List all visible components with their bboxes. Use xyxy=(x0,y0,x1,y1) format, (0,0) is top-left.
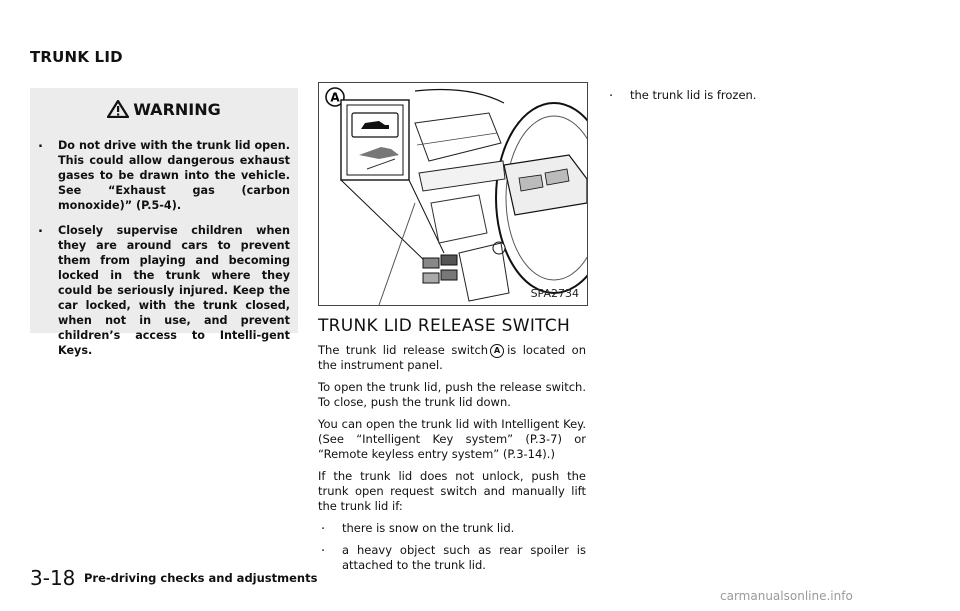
right-column xyxy=(606,88,874,110)
section-heading: TRUNK LID RELEASE SWITCH xyxy=(318,316,571,336)
warning-item: . Closely supervise children when they are around cars to prevent them from playing and becoming locked in the trunk where they could be seriously injured. Keep the car locked, with the trunk closed, when not in use, and prevent children’s access to Intelli-gent Keys. xyxy=(36,223,290,358)
paragraph: To open the trunk lid, push the release switch. To close, push the trunk lid down. xyxy=(318,380,586,409)
paragraph xyxy=(318,343,586,373)
figure-callout-label: A xyxy=(330,90,340,105)
list-item: . a heavy object such as rear spoiler is attached to the trunk lid. xyxy=(318,543,586,573)
warning-item: . Do not drive with the trunk lid open. This could allow dangerous exhaust gases to be drawn into the vehicle. See “Exhaust gas (carbon monoxide)” (P.5-4). xyxy=(36,138,290,213)
dashboard-line-drawing xyxy=(319,83,587,305)
condition-list xyxy=(318,521,586,573)
paragraph-text: The trunk lid release switch xyxy=(318,343,489,357)
dashboard-illustration xyxy=(318,82,588,306)
page-title: TRUNK LID xyxy=(30,48,123,66)
warning-heading xyxy=(30,100,298,119)
warning-heading-text: WARNING xyxy=(133,100,221,119)
section-body xyxy=(318,343,586,580)
watermark: carmanualsonline.info xyxy=(720,589,853,603)
paragraph: If the trunk lid does not unlock, push the trunk open request switch and manually lift the trunk lid if: xyxy=(318,469,586,513)
footer-section-name: Pre-driving checks and adjustments xyxy=(84,571,318,585)
callout-a-icon: A xyxy=(490,344,504,358)
warning-list xyxy=(36,138,290,368)
condition-list-continued xyxy=(606,88,874,103)
figure-code: SPA2734 xyxy=(530,287,579,300)
warning-box xyxy=(30,88,298,357)
warning-triangle-icon xyxy=(107,100,129,118)
paragraph: You can open the trunk lid with Intelligent Key. (See “Intelligent Key system” (P.3-7) or “Remote keyless entry system” (P.3-14).) xyxy=(318,417,586,461)
paragraph-text: is located on the instrument panel. xyxy=(318,343,586,372)
list-item: . there is snow on the trunk lid. xyxy=(318,521,586,536)
page-number: 3-18 xyxy=(30,566,76,590)
list-item: . the trunk lid is frozen. xyxy=(606,88,874,103)
